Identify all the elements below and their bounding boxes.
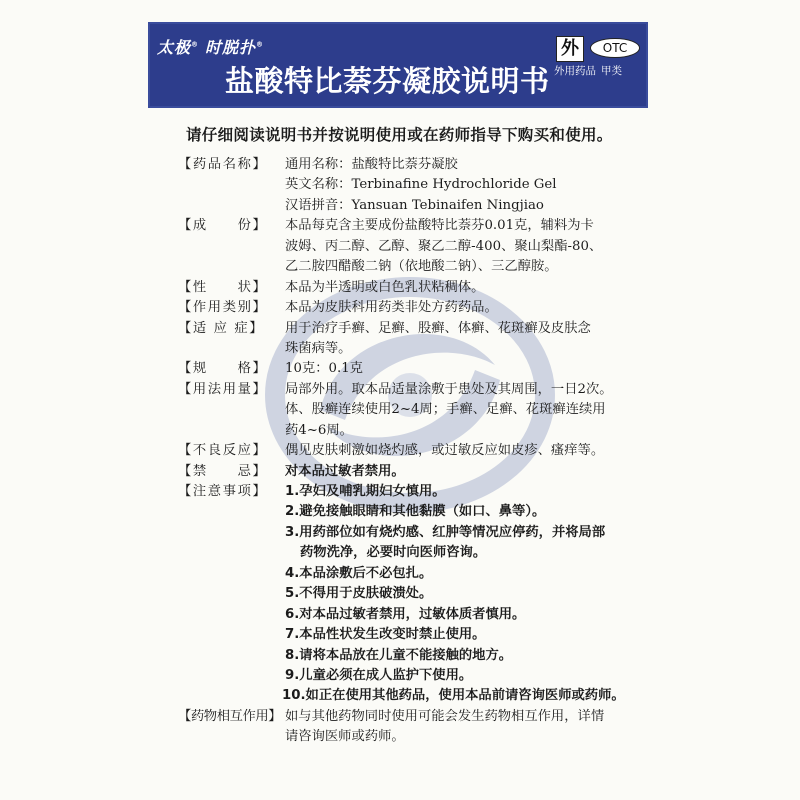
- section-indications: [178, 319, 628, 360]
- otc-badge: OTC: [590, 38, 640, 58]
- section-dosage: [178, 380, 628, 441]
- appearance-line: 本品为半透明或白色乳状粘稠体。: [285, 279, 485, 295]
- precaution-item: 8.请将本品放在儿童不能接触的地方。: [285, 647, 513, 663]
- section-label: 【禁 忌】: [178, 463, 268, 479]
- precaution-item: 4.本品涂敷后不必包扎。: [285, 565, 433, 581]
- indications-line: 用于治疗手癣、足癣、股癣、体癣、花斑癣及皮肤念: [285, 320, 591, 336]
- precaution-item-continuation: 药物洗净，必要时向医师咨询。: [300, 545, 487, 561]
- section-drug-interactions: [178, 707, 628, 748]
- precaution-item: 6.对本品过敏者禁用，过敏体质者慎用。: [285, 606, 526, 622]
- composition-line: 本品每克含主要成份盐酸特比萘芬0.01克，辅料为卡: [285, 218, 594, 234]
- dosage-line: 药4~6周。: [285, 422, 353, 438]
- interactions-line: 请咨询医师或药师。: [285, 729, 405, 745]
- instructions-body: [178, 155, 628, 748]
- english-name: 英文名称：Terbinafine Hydrochloride Gel: [285, 177, 557, 193]
- composition-line: 波姆、丙二醇、乙醇、聚乙二醇-400、聚山梨酯-80、: [285, 238, 603, 254]
- section-category: [178, 298, 628, 318]
- section-label: 【性 状】: [178, 279, 268, 295]
- document-title: 盐酸特比萘芬凝胶说明书: [225, 64, 550, 98]
- section-precautions: [178, 482, 628, 707]
- category-line: 本品为皮肤科用药类非处方药药品。: [285, 300, 498, 316]
- dosage-line: 体、股癣连续使用2~4周；手癣、足癣、花斑癣连续用: [285, 402, 606, 418]
- specification-line: 10克：0.1克: [285, 361, 363, 377]
- section-specification: [178, 359, 628, 379]
- precaution-item: 9.儿童必须在成人监护下使用。: [285, 667, 473, 683]
- section-label: 【不良反应】: [178, 443, 268, 459]
- dosage-line: 局部外用。取本品适量涂敷于患处及其周围，一日2次。: [285, 381, 613, 397]
- section-label: 【药物相互作用】: [178, 708, 282, 724]
- section-label: 【适 应 症】: [178, 320, 265, 336]
- section-appearance: [178, 278, 628, 298]
- section-drug-name: [178, 155, 628, 216]
- brand-primary-text: 太极: [157, 38, 192, 57]
- composition-line: 乙二胺四醋酸二钠（依地酸二钠）、三乙醇胺。: [285, 259, 558, 275]
- brand-secondary-text: 时脱扑: [205, 38, 257, 57]
- otc-class-label: 甲类: [601, 65, 622, 77]
- precaution-item: 10.如正在使用其他药品，使用本品前请咨询医师或药师。: [282, 688, 625, 704]
- generic-name: 通用名称：盐酸特比萘芬凝胶: [285, 157, 458, 172]
- title-banner: [148, 22, 648, 108]
- section-label: 【规 格】: [178, 361, 268, 377]
- interactions-line: 如与其他药物同时使用可能会发生药物相互作用，详情: [285, 708, 605, 724]
- section-label: 【药品名称】: [178, 157, 268, 172]
- section-label: 【成 份】: [178, 218, 268, 234]
- pinyin-name: 汉语拼音：Yansuan Tebinaifen Ningjiao: [285, 197, 544, 213]
- precaution-item: 5.不得用于皮肤破溃处。: [285, 586, 433, 602]
- external-use-label: 外用药品: [554, 65, 596, 77]
- reading-notice: 请仔细阅读说明书并按说明使用或在药师指导下购买和使用。: [186, 126, 613, 144]
- section-composition: [178, 216, 628, 277]
- trademark-mark-2: ®: [256, 40, 265, 49]
- precaution-item: 7.本品性状发生改变时禁止使用。: [285, 627, 486, 643]
- precaution-item: 2.避免接触眼睛和其他黏膜（如口、鼻等）。: [285, 504, 546, 520]
- precaution-item: 1.孕妇及哺乳期妇女慎用。: [285, 484, 446, 499]
- contraindications-line: 对本品过敏者禁用。: [285, 463, 405, 479]
- section-label: 【作用类别】: [178, 300, 268, 316]
- external-use-mark: 外: [556, 36, 584, 62]
- trademark-mark: ®: [191, 40, 200, 49]
- indications-line: 珠菌病等。: [285, 340, 352, 356]
- section-contraindications: [178, 462, 628, 482]
- section-label: 【用法用量】: [178, 381, 268, 397]
- section-label: 【注意事项】: [178, 484, 268, 499]
- brand-secondary: [205, 35, 264, 58]
- brand-primary: [157, 35, 199, 58]
- adverse-reactions-line: 偶见皮肤刺激如烧灼感，或过敏反应如皮疹、瘙痒等。: [285, 443, 605, 459]
- precaution-item: 3.用药部位如有烧灼感、红肿等情况应停药，并将局部: [285, 524, 606, 540]
- section-adverse-reactions: [178, 441, 628, 461]
